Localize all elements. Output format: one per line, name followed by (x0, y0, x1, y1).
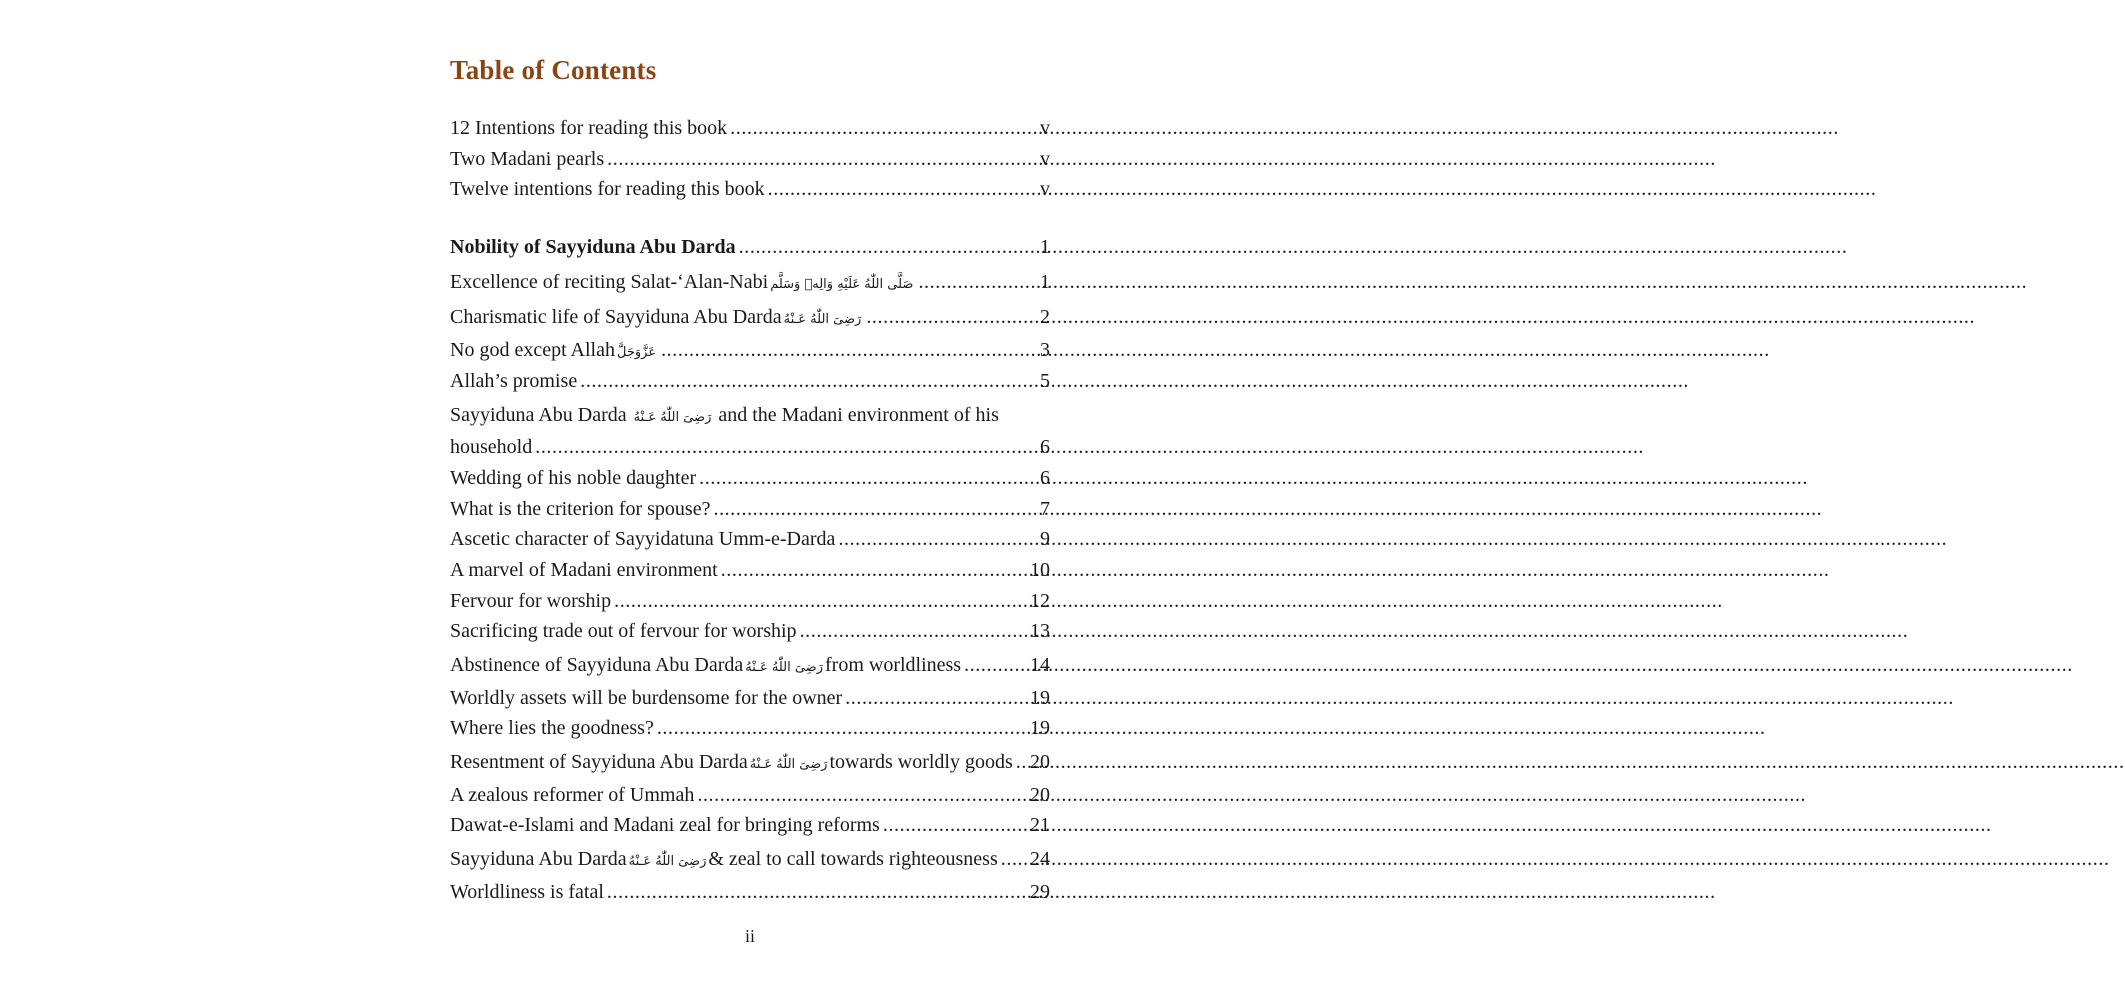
toc-entry-label: Charismatic life of Sayyiduna Abu Darda (450, 306, 782, 328)
arabic-honorific: رَضِىَ اللّٰهُ عَـنْهُ (628, 854, 707, 869)
toc-title: Table of Contents (450, 55, 657, 85)
toc-entry-label-tail: & zeal to call towards righteousness (708, 848, 998, 870)
dot-leader (845, 683, 1026, 713)
toc-entry[interactable] (450, 877, 1050, 907)
dot-leader (838, 524, 1036, 554)
toc-entry-label: No god except Allah (450, 339, 615, 361)
toc-entry-label: 12 Intentions for reading this book (450, 117, 728, 139)
dot-leader (1001, 844, 1026, 874)
dot-leader (1016, 747, 1026, 777)
toc-entry-label: Nobility of Sayyiduna Abu Darda (450, 236, 736, 258)
page-number: ii (744, 926, 755, 946)
toc-entry-page: 12 (1030, 590, 1050, 612)
toc-entry-label: Two Madani pearls (450, 148, 605, 170)
toc-entry-page: 6 (1040, 467, 1050, 489)
toc-entry-page: v (1040, 148, 1050, 170)
dot-leader (535, 432, 1036, 462)
toc-entry-page: 1 (1040, 271, 1050, 293)
toc-entry-page: 29 (1030, 881, 1050, 903)
arabic-honorific: عَزَّوَجَلَّ (616, 345, 657, 360)
toc-entry-label-tail: towards worldly goods (829, 751, 1013, 773)
toc-entry-line2[interactable] (450, 432, 1050, 462)
dot-leader (964, 650, 1026, 680)
toc-entry-label: Worldliness is fatal (450, 881, 604, 903)
toc-entry[interactable] (450, 780, 1050, 810)
arabic-honorific: صَلَّى اللّٰهُ عَلَيْهِ وَالِهٖ وَسَلَّم (770, 277, 914, 292)
dot-leader (768, 174, 1036, 204)
toc-entry-label: Wedding of his noble daughter (450, 467, 697, 489)
toc-entry[interactable] (450, 844, 1050, 874)
toc-entry-label: Fervour for worship (450, 590, 612, 612)
dot-leader (883, 810, 1026, 840)
toc-entry[interactable] (450, 267, 1050, 297)
dot-leader (739, 232, 1036, 262)
toc-entry-page: 20 (1030, 751, 1050, 773)
toc-entry-page: 24 (1030, 848, 1050, 870)
dot-leader (721, 555, 1026, 585)
toc-entry[interactable] (450, 713, 1050, 743)
toc-entry-page: v (1040, 117, 1050, 139)
toc-entry[interactable] (450, 174, 1050, 204)
dot-leader (866, 302, 1036, 332)
toc-entry[interactable] (450, 494, 1050, 524)
toc-entry[interactable] (450, 747, 1050, 777)
dot-leader (607, 877, 1026, 907)
dot-leader (713, 494, 1036, 524)
toc-entry-label: Sacrificing trade out of fervour for worship (450, 620, 797, 642)
arabic-honorific: رَضِىَ اللّٰهُ عَـنْهُ (783, 312, 862, 327)
toc-entry[interactable] (450, 144, 1050, 174)
toc-entry-page: 14 (1030, 654, 1050, 676)
dot-leader (699, 463, 1036, 493)
toc-entry-label: Dawat-e-Islami and Madani zeal for bringing reforms (450, 814, 880, 836)
toc-entry-label: A marvel of Madani environment (450, 559, 718, 581)
arabic-honorific: رَضِىَ اللّٰهُ عَـنْهُ (633, 410, 712, 425)
dot-leader (730, 113, 1036, 143)
dot-leader (697, 780, 1026, 810)
toc-entry-page: 2 (1040, 306, 1050, 328)
toc-entry-page: 7 (1040, 498, 1050, 520)
toc-entry[interactable] (450, 810, 1050, 840)
toc-entry-label: Twelve intentions for reading this book (450, 178, 765, 200)
toc-entry-label: Abstinence of Sayyiduna Abu Darda (450, 654, 744, 676)
toc-entry-label: Worldly assets will be burdensome for the owner (450, 687, 843, 709)
toc-entry-page: 10 (1030, 559, 1050, 581)
toc-entry-page: 1 (1040, 236, 1050, 258)
toc-entry-page: 13 (1030, 620, 1050, 642)
toc-entry-label: Allah’s promise (450, 370, 578, 392)
toc-entry[interactable] (450, 335, 1050, 365)
dot-leader (918, 267, 1036, 297)
toc-entry-label-tail: from worldliness (825, 654, 962, 676)
toc-entry-page: 3 (1040, 339, 1050, 361)
toc-entry-page: 9 (1040, 528, 1050, 550)
toc-entry[interactable] (450, 555, 1050, 585)
toc-entry-label: Sayyiduna Abu Darda (450, 404, 627, 426)
book-page (450, 0, 1050, 1000)
dot-leader (614, 586, 1026, 616)
toc-entry[interactable] (450, 650, 1050, 680)
toc-entry[interactable] (450, 683, 1050, 713)
toc-entry-label: Sayyiduna Abu Darda (450, 848, 627, 870)
dot-leader (800, 616, 1026, 646)
toc-entry-page: 5 (1040, 370, 1050, 392)
toc-entry-label-tail: and the Madani environment of his (718, 404, 999, 426)
toc-entry[interactable] (450, 586, 1050, 616)
toc-entry-label: Where lies the goodness? (450, 717, 654, 739)
toc-entry[interactable] (450, 302, 1050, 332)
arabic-honorific: رَضِىَ اللّٰهُ عَـنْهُ (745, 660, 823, 675)
toc-entry-page: 19 (1030, 687, 1050, 709)
dot-leader (607, 144, 1036, 174)
dot-leader (657, 713, 1026, 743)
toc-entry-page: 6 (1040, 436, 1050, 458)
toc-entry-label: Resentment of Sayyiduna Abu Darda (450, 751, 748, 773)
toc-entry-page: v (1040, 178, 1050, 200)
toc-entry[interactable] (450, 524, 1050, 554)
dot-leader (661, 335, 1036, 365)
toc-entry-page: 21 (1030, 814, 1050, 836)
toc-chapter-entry[interactable] (450, 232, 1050, 262)
toc-entry-page: 20 (1030, 784, 1050, 806)
toc-entry-page: 19 (1030, 717, 1050, 739)
toc-entry[interactable] (450, 366, 1050, 396)
toc-entry[interactable] (450, 463, 1050, 493)
arabic-honorific: رَضِىَ اللّٰهُ عَـنْهُ (749, 757, 828, 772)
toc-entry-label: A zealous reformer of Ummah (450, 784, 695, 806)
toc-entry-label: What is the criterion for spouse? (450, 498, 711, 520)
toc-entry[interactable] (450, 113, 1050, 143)
toc-entry-label: Excellence of reciting Salat-‘Alan-Nabi (450, 271, 769, 293)
toc-entry-label: household (450, 436, 533, 458)
toc-entry[interactable] (450, 616, 1050, 646)
toc-entry-label: Ascetic character of Sayyidatuna Umm-e-Darda (450, 528, 836, 550)
dot-leader (580, 366, 1036, 396)
toc-entry-line1[interactable] (450, 400, 1050, 433)
